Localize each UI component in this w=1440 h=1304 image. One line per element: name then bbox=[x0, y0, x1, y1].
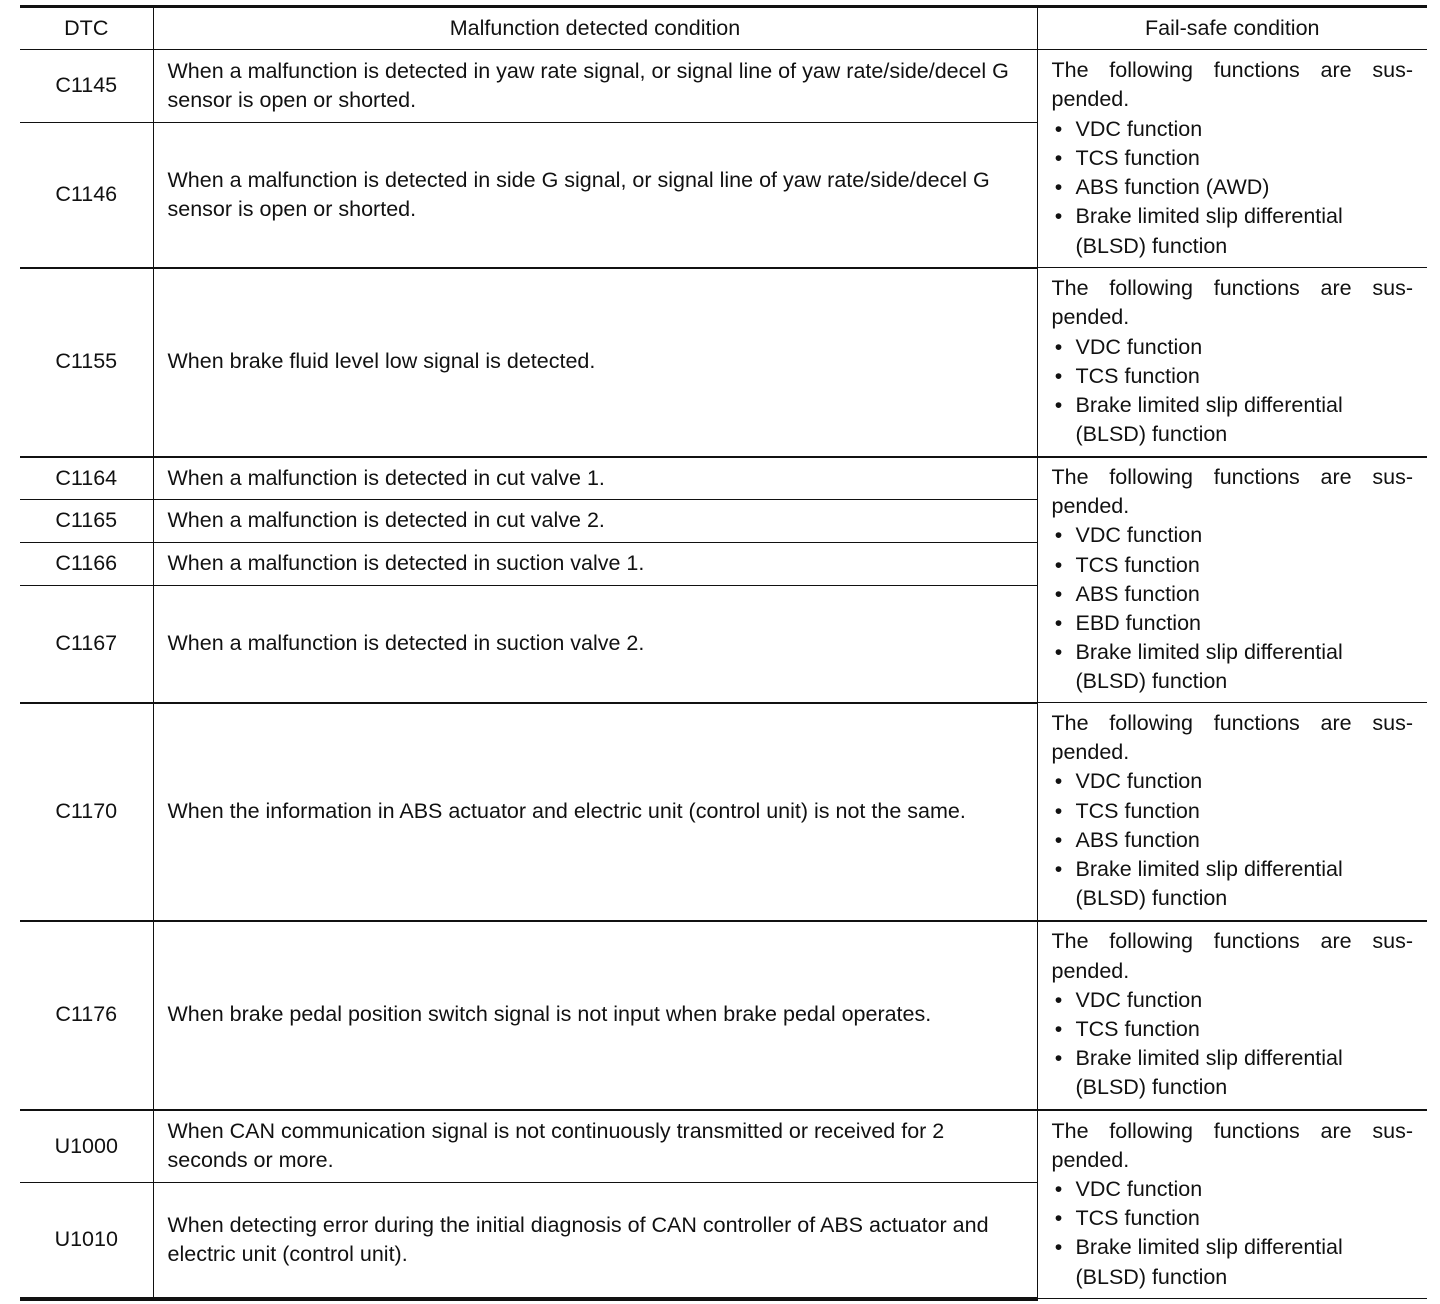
list-item: • Brake limited slip differential (BLSD) function bbox=[1054, 392, 1343, 447]
failsafe-lead: The following functions are sus-pended. bbox=[1051, 464, 1413, 519]
bullet-icon: • bbox=[1054, 334, 1063, 359]
table-row bbox=[20, 268, 1427, 457]
bullet-icon: • bbox=[1054, 1046, 1063, 1071]
header-dtc: DTC bbox=[20, 7, 153, 50]
list-item: • TCS function bbox=[1052, 1204, 1414, 1233]
failsafe-cell bbox=[1037, 1110, 1427, 1299]
malfunction-condition: When a malfunction is detected in suction valve 2. bbox=[153, 586, 1037, 703]
malfunction-condition: When detecting error during the initial diagnosis of CAN controller of ABS actuator and electric unit (control unit). bbox=[153, 1183, 1037, 1299]
list-item: • Brake limited slip differential (BLSD) function bbox=[1054, 857, 1343, 911]
list-item: • ABS function (AWD) bbox=[1052, 173, 1414, 202]
bullet-icon: • bbox=[1054, 392, 1063, 417]
list-item: • TCS function bbox=[1052, 362, 1414, 391]
dtc-code: C1167 bbox=[20, 586, 153, 703]
list-item: • VDC function bbox=[1052, 521, 1414, 550]
bullet-icon: • bbox=[1054, 1177, 1063, 1202]
list-item: • ABS function bbox=[1052, 580, 1414, 609]
list-item: • VDC function bbox=[1052, 115, 1414, 144]
failsafe-lead: The following functions are sus-pended. bbox=[1051, 276, 1413, 330]
table-row bbox=[20, 457, 1427, 500]
list-item: • EBD function bbox=[1052, 609, 1414, 638]
malfunction-condition: When a malfunction is detected in cut valve 1. bbox=[153, 457, 1037, 500]
list-item: • VDC function bbox=[1052, 767, 1414, 796]
list-item: • Brake limited slip differential (BLSD) function bbox=[1054, 1046, 1343, 1100]
bullet-icon: • bbox=[1054, 552, 1063, 577]
dtc-failsafe-table bbox=[20, 5, 1427, 1301]
bullet-icon: • bbox=[1054, 175, 1063, 200]
malfunction-condition: When CAN communication signal is not continuously transmitted or received for 2 seconds or more. bbox=[153, 1110, 1037, 1183]
list-item: • TCS function bbox=[1052, 144, 1414, 173]
bullet-icon: • bbox=[1054, 827, 1063, 852]
bullet-icon: • bbox=[1054, 857, 1063, 882]
bullet-icon: • bbox=[1054, 363, 1063, 388]
failsafe-cell bbox=[1037, 268, 1427, 457]
failsafe-list bbox=[1052, 333, 1414, 450]
bullet-icon: • bbox=[1054, 798, 1063, 823]
bullet-icon: • bbox=[1054, 204, 1063, 229]
dtc-code: C1146 bbox=[20, 123, 153, 268]
table-row bbox=[20, 50, 1427, 123]
bullet-icon: • bbox=[1054, 987, 1063, 1012]
failsafe-lead: The following functions are sus-pended. bbox=[1051, 929, 1413, 983]
bullet-icon: • bbox=[1054, 523, 1063, 548]
list-item: • VDC function bbox=[1052, 333, 1414, 362]
bullet-icon: • bbox=[1054, 116, 1063, 141]
failsafe-list bbox=[1052, 521, 1414, 696]
list-item: • VDC function bbox=[1052, 986, 1414, 1015]
failsafe-lead: The following functions are sus-pended. bbox=[1051, 711, 1413, 765]
failsafe-lead: The following functions are sus-pended. bbox=[1051, 1118, 1413, 1172]
table-row bbox=[20, 921, 1427, 1110]
failsafe-cell bbox=[1037, 457, 1427, 703]
list-item: • TCS function bbox=[1052, 551, 1414, 580]
bullet-icon: • bbox=[1054, 1017, 1063, 1041]
failsafe-list bbox=[1052, 767, 1414, 913]
malfunction-condition: When brake fluid level low signal is detected. bbox=[153, 268, 1037, 457]
dtc-code: C1170 bbox=[20, 703, 153, 921]
bullet-icon: • bbox=[1054, 640, 1063, 665]
dtc-code: C1145 bbox=[20, 50, 153, 123]
dtc-table-container bbox=[20, 5, 1427, 1301]
header-failsafe: Fail-safe condition bbox=[1037, 7, 1427, 50]
header-row bbox=[20, 7, 1427, 50]
malfunction-condition: When a malfunction is detected in suction valve 1. bbox=[153, 543, 1037, 586]
bullet-icon: • bbox=[1054, 581, 1063, 606]
failsafe-cell bbox=[1037, 921, 1427, 1110]
dtc-code: U1010 bbox=[20, 1183, 153, 1299]
dtc-code: C1176 bbox=[20, 921, 153, 1110]
failsafe-lead: The following functions are sus-pended. bbox=[1051, 58, 1413, 112]
dtc-code: C1155 bbox=[20, 268, 153, 457]
table-row bbox=[20, 1110, 1427, 1183]
list-item: • Brake limited slip differential (BLSD) function bbox=[1054, 204, 1343, 258]
bullet-icon: • bbox=[1054, 769, 1063, 794]
list-item: • VDC function bbox=[1052, 1175, 1414, 1204]
failsafe-list bbox=[1052, 986, 1414, 1103]
list-item: • Brake limited slip differential (BLSD) function bbox=[1054, 640, 1343, 694]
list-item: • ABS function bbox=[1052, 826, 1414, 855]
failsafe-cell bbox=[1037, 703, 1427, 921]
dtc-code: C1166 bbox=[20, 543, 153, 586]
table-row bbox=[20, 703, 1427, 921]
bullet-icon: • bbox=[1054, 1235, 1063, 1260]
list-item: • Brake limited slip differential (BLSD) function bbox=[1054, 1235, 1343, 1289]
failsafe-list bbox=[1052, 1175, 1414, 1292]
bullet-icon: • bbox=[1054, 1206, 1063, 1231]
header-condition: Malfunction detected condition bbox=[153, 7, 1037, 50]
bullet-icon: • bbox=[1054, 145, 1063, 170]
malfunction-condition: When a malfunction is detected in yaw rate signal, or signal line of yaw rate/side/decel G sensor is open or shorted. bbox=[153, 50, 1037, 123]
dtc-code: U1000 bbox=[20, 1110, 153, 1183]
dtc-code: C1165 bbox=[20, 500, 153, 543]
failsafe-list bbox=[1052, 115, 1414, 261]
dtc-code: C1164 bbox=[20, 457, 153, 500]
malfunction-condition: When a malfunction is detected in side G signal, or signal line of yaw rate/side/decel G sensor is open or shorted. bbox=[153, 123, 1037, 268]
list-item: • TCS function bbox=[1052, 1015, 1414, 1044]
malfunction-condition: When the information in ABS actuator and electric unit (control unit) is not the same. bbox=[153, 703, 1037, 921]
malfunction-condition: When a malfunction is detected in cut valve 2. bbox=[153, 500, 1037, 543]
list-item: • TCS function bbox=[1052, 797, 1414, 826]
malfunction-condition: When brake pedal position switch signal is not input when brake pedal operates. bbox=[153, 921, 1037, 1110]
failsafe-cell bbox=[1037, 50, 1427, 268]
bullet-icon: • bbox=[1054, 610, 1063, 635]
